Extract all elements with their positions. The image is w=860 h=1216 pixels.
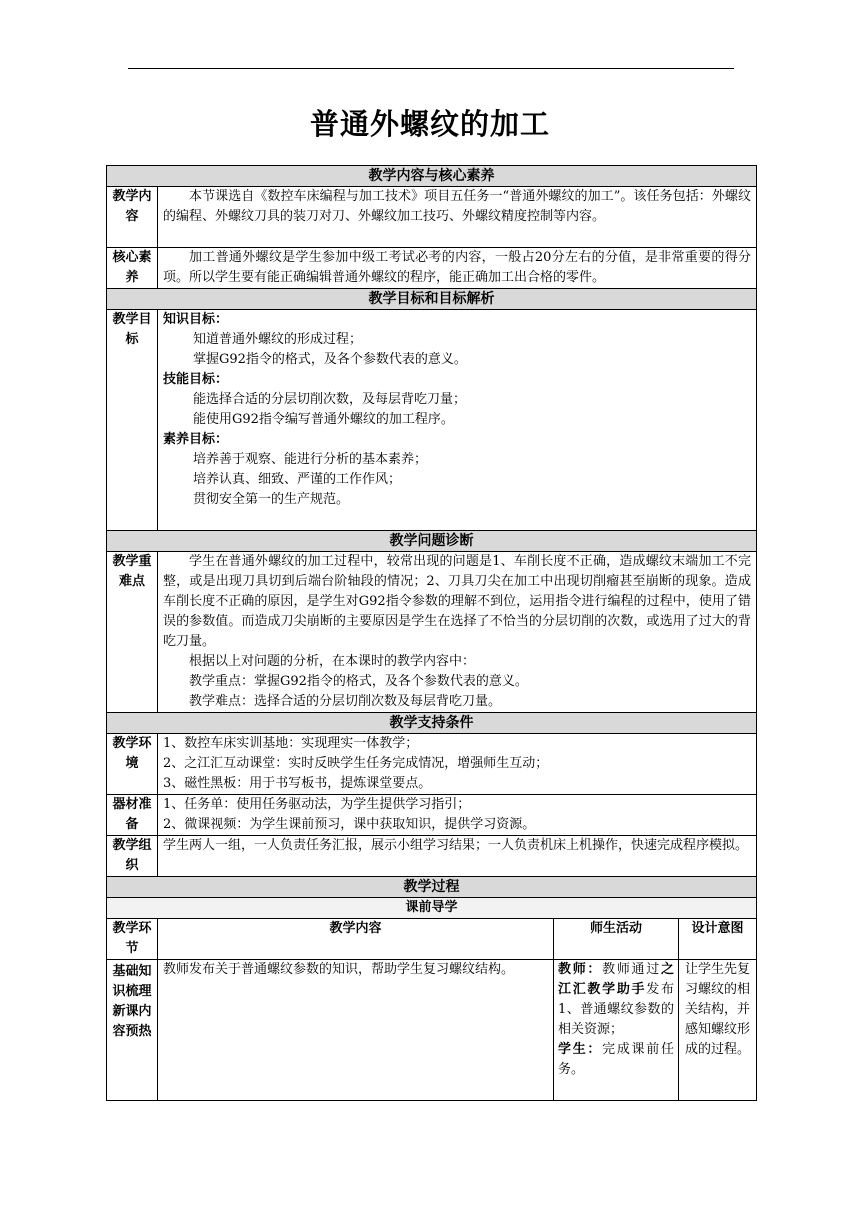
section-header-process: 教学过程 xyxy=(107,877,757,898)
document-title: 普通外螺纹的加工 xyxy=(309,107,550,141)
environment-cell xyxy=(158,734,757,795)
content-text: 本节课选自《数控车床编程与加工技术》项目五任务一“普通外螺纹的加工”。该任务包括：外螺纹的编程、外螺纹刀具的装刀对刀、外螺纹加工技巧、外螺纹精度控制等内容。 xyxy=(158,187,757,248)
teacher-text: 教师通过 xyxy=(602,962,661,977)
column-header-phase: 教学环节 xyxy=(107,919,158,960)
environment-item: 3、磁性黑板：用于书写板书，提炼课堂要点。 xyxy=(163,776,432,791)
teacher-label: 教师： xyxy=(558,962,603,977)
column-header-intent: 设计意图 xyxy=(679,919,757,960)
student-label: 学生： xyxy=(558,1042,603,1057)
literacy-item: 培养善于观察、能进行分析的基本素养； xyxy=(193,452,428,467)
lesson-plan-table xyxy=(106,165,757,1101)
materials-cell xyxy=(158,795,757,836)
column-header-content: 教学内容 xyxy=(158,919,554,960)
teaching-difficult-point: 教学难点：选择合适的分层切削次数及每层背吃刀量。 xyxy=(189,694,502,709)
materials-item: 1、任务单：使用任务驱动法，为学生提供学习指引； xyxy=(163,797,471,812)
section-header-objectives: 教学目标和目标解析 xyxy=(107,289,757,310)
knowledge-item: 掌握G92指令的格式，及各个参数代表的意义。 xyxy=(193,352,467,367)
teaching-key-point: 教学重点：掌握G92指令的格式，及各个参数代表的意义。 xyxy=(189,674,528,689)
student-text: 完成课前任务。 xyxy=(558,1042,674,1077)
row-label-difficulty: 教学重难点 xyxy=(107,552,158,713)
process-phase: 基础知识梳理新课内容预热 xyxy=(107,960,158,1101)
objectives-cell xyxy=(158,310,757,531)
environment-item: 1、数控车床实训基地：实现理实一体教学； xyxy=(163,736,419,751)
row-label-environment: 教学环境 xyxy=(107,734,158,795)
teacher-text-2: 发布1、普通螺纹参数的相关资源； xyxy=(558,982,674,1037)
difficulty-cell xyxy=(158,552,757,713)
row-label-materials: 器材准备 xyxy=(107,795,158,836)
literacy-item: 贯彻安全第一的生产规范。 xyxy=(193,492,350,507)
literacy-item: 培养认真、细致、严谨的工作作风； xyxy=(193,472,402,487)
knowledge-title: 知识目标： xyxy=(163,312,229,327)
skill-item: 能使用G92指令编写普通外螺纹的加工程序。 xyxy=(193,412,454,427)
process-intent: 让学生先复习螺纹的相关结构，并感知螺纹形成的过程。 xyxy=(679,960,757,1101)
skill-item: 能选择合适的分层切削次数，及每层背吃刀量； xyxy=(193,392,467,407)
materials-item: 2、微课视频：为学生课前预习，课中获取知识，提供学习资源。 xyxy=(163,817,536,832)
header-rule xyxy=(128,68,734,69)
row-label-objectives: 教学目标 xyxy=(107,310,158,531)
skill-title: 技能目标： xyxy=(163,372,229,387)
column-header-activity: 师生活动 xyxy=(554,919,679,960)
section-header-support: 教学支持条件 xyxy=(107,713,757,734)
literacy-title: 素养目标： xyxy=(163,432,229,447)
difficulty-paragraph: 根据以上对问题的分析，在本课时的教学内容中： xyxy=(189,654,476,669)
environment-item: 2、之江汇互动课堂：实时反映学生任务完成情况，增强师生互动； xyxy=(163,756,549,771)
core-text: 加工普通外螺纹是学生参加中级工考试必考的内容，一般占20分左右的分值，是非常重要的得分项。所以学生要有能正确编辑普通外螺纹的程序，能正确加工出合格的零件。 xyxy=(158,248,757,289)
row-label-organization: 教学组织 xyxy=(107,836,158,877)
difficulty-paragraph: 学生在普通外螺纹的加工过程中，较常出现的问题是1、车削长度不正确，造成螺纹末端加工不完整，或是出现刀具切到后端台阶轴段的情况；2、刀具刀尖在加工中出现切削瘤甚至崩断的现象。造成车削长度不正确的原因，是学生对G92指令参数的理解不到位，运用指令进行编程的过程中，使用了错误的参数值。而造成刀尖崩断的主要原因是学生在选择了不恰当的分层切削的次数，或选用了过大的背吃刀量。 xyxy=(163,554,751,649)
section-header-diagnosis: 教学问题诊断 xyxy=(107,531,757,552)
section-header-content-core: 教学内容与核心素养 xyxy=(107,166,757,187)
row-label-content: 教学内容 xyxy=(107,187,158,248)
organization-text: 学生两人一组，一人负责任务汇报，展示小组学习结果；一人负责机床上机操作，快速完成程序模拟。 xyxy=(158,836,757,877)
process-activity xyxy=(554,960,679,1101)
row-label-core: 核心素养 xyxy=(107,248,158,289)
subsection-pre-class: 课前导学 xyxy=(107,898,757,919)
knowledge-item: 知道普通外螺纹的形成过程； xyxy=(193,332,363,347)
teacher-tool: 之江汇教学助手 xyxy=(558,962,674,997)
process-content: 教师发布关于普通螺纹参数的知识，帮助学生复习螺纹结构。 xyxy=(158,960,554,1101)
